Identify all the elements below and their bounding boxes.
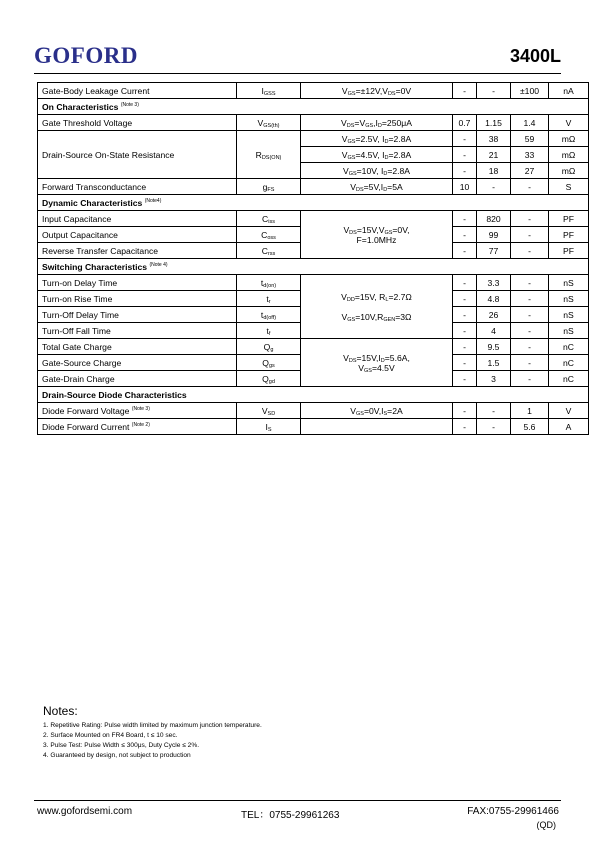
cell-parameter: Diode Forward Voltage $^{(Note 3)}$ [38, 403, 237, 419]
cell-typ: 820 [477, 211, 511, 227]
cell-min: - [453, 163, 477, 179]
cell-condition: $V_{GS}=0V,I_S=2A$ [301, 403, 453, 419]
cell-max: - [511, 211, 549, 227]
cell-unit: nS [549, 291, 589, 307]
cell-min: - [453, 419, 477, 435]
table-row [38, 259, 589, 275]
cell-symbol: $C_{oss}$ [237, 227, 301, 243]
cell-parameter: Drain-Source On-State Resistance [38, 131, 237, 179]
cell-unit: nS [549, 275, 589, 291]
cell-typ: 3.3 [477, 275, 511, 291]
cell-symbol: $I_{GSS}$ [237, 83, 301, 99]
cell-typ: - [477, 179, 511, 195]
cell-min: - [453, 291, 477, 307]
notes-title: Notes: [43, 704, 78, 718]
cell-condition: $V_{GS}=4.5V$, $I_D=2.8A$ [301, 147, 453, 163]
cell-typ: 26 [477, 307, 511, 323]
cell-parameter: Gate-Body Leakage Current [38, 83, 237, 99]
cell-symbol: $t_{d(on)}$ [237, 275, 301, 291]
part-number: 3400L [509, 46, 561, 66]
cell-max: - [511, 307, 549, 323]
table-row [38, 403, 589, 419]
cell-condition: $V_{GS}=10V$, $I_D=2.8A$ [301, 163, 453, 179]
cell-max: 59 [511, 131, 549, 147]
cell-unit: nC [549, 355, 589, 371]
table-row [38, 115, 589, 131]
cell-unit: A [549, 419, 589, 435]
cell-unit: PF [549, 243, 589, 259]
cell-max: ±100 [511, 83, 549, 99]
cell-parameter: Total Gate Charge [38, 339, 237, 355]
cell-parameter: Reverse Transfer Capacitance [38, 243, 237, 259]
spec-table [37, 82, 589, 435]
table-row [38, 179, 589, 195]
cell-symbol: $V_{SD}$ [237, 403, 301, 419]
cell-max: - [511, 275, 549, 291]
cell-symbol: $V_{GS(th)}$ [237, 115, 301, 131]
cell-typ: 21 [477, 147, 511, 163]
cell-min: - [453, 403, 477, 419]
cell-symbol: $R_{DS(ON)}$ [237, 131, 301, 179]
note-item: 2. Surface Mounted on FR4 Board, t ≤ 10 sec. [43, 732, 178, 739]
cell-symbol: $Q_g$ [237, 339, 301, 355]
table-row [38, 419, 589, 435]
footer-tel: TEL：0755-29961263 [241, 810, 340, 821]
cell-typ: 18 [477, 163, 511, 179]
cell-symbol: $C_{iss}$ [237, 211, 301, 227]
cell-symbol: $t_r$ [237, 291, 301, 307]
cell-typ: 4 [477, 323, 511, 339]
cell-symbol: $g_{FS}$ [237, 179, 301, 195]
cell-max: 1 [511, 403, 549, 419]
cell-max: 5.6 [511, 419, 549, 435]
cell-symbol: $t_{d(off)}$ [237, 307, 301, 323]
cell-typ: 38 [477, 131, 511, 147]
cell-min: - [453, 323, 477, 339]
cell-symbol: $C_{rss}$ [237, 243, 301, 259]
notes-section [43, 704, 553, 761]
cell-min: - [453, 275, 477, 291]
cell-max: - [511, 227, 549, 243]
cell-typ: - [477, 419, 511, 435]
cell-symbol: $I_S$ [237, 419, 301, 435]
cell-condition: $V_{DD}=15V$, $R_L=2.7\Omega$ $V_{GS}=10V,R_{GEN}=3\Omega$ [301, 275, 453, 339]
cell-unit: nA [549, 83, 589, 99]
cell-condition [301, 419, 453, 435]
cell-typ: 77 [477, 243, 511, 259]
cell-typ: - [477, 403, 511, 419]
cell-typ: 1.5 [477, 355, 511, 371]
cell-unit: nS [549, 307, 589, 323]
notes-list [43, 721, 553, 761]
section-header: Switching Characteristics $^{(Note 4)}$ [38, 259, 589, 275]
cell-typ: 4.8 [477, 291, 511, 307]
section-header: Drain-Source Diode Characteristics [38, 387, 589, 403]
note-item: 3. Pulse Test: Pulse Width ≤ 300μs, Duty Cycle ≤ 2%. [43, 742, 200, 749]
footer-fax: FAX:0755-29961466 [467, 806, 559, 817]
table-row [38, 195, 589, 211]
cell-parameter: Turn-Off Delay Time [38, 307, 237, 323]
table-row [38, 99, 589, 115]
cell-unit: nS [549, 323, 589, 339]
cell-unit: nC [549, 371, 589, 387]
section-header: On Characteristics $^{(Note 3)}$ [38, 99, 589, 115]
cell-condition: $V_{DS}=V_{GS},I_D=250\mu A$ [301, 115, 453, 131]
cell-max: - [511, 243, 549, 259]
cell-unit: PF [549, 211, 589, 227]
cell-condition: $V_{GS}=\pm 12V,V_{DS}=0V$ [301, 83, 453, 99]
cell-unit: V [549, 115, 589, 131]
cell-max: - [511, 323, 549, 339]
cell-min: - [453, 355, 477, 371]
cell-unit: mΩ [549, 147, 589, 163]
cell-condition: $V_{DS}=5V,I_D=5A$ [301, 179, 453, 195]
footer-website: www.gofordsemi.com [37, 806, 133, 817]
cell-max: - [511, 371, 549, 387]
cell-parameter: Output Capacitance [38, 227, 237, 243]
note-item: 4. Guaranteed by design, not subject to production [43, 752, 191, 759]
cell-min: - [453, 147, 477, 163]
brand-logo: GOFORD [34, 43, 138, 68]
cell-unit: mΩ [549, 131, 589, 147]
header-rule [34, 73, 561, 74]
footer-code: (QD) [536, 820, 556, 830]
cell-unit: S [549, 179, 589, 195]
cell-max: 1.4 [511, 115, 549, 131]
cell-parameter: Input Capacitance [38, 211, 237, 227]
cell-max: 33 [511, 147, 549, 163]
cell-max: - [511, 179, 549, 195]
cell-parameter: Gate Threshold Voltage [38, 115, 237, 131]
cell-symbol: $t_f$ [237, 323, 301, 339]
footer-rule [34, 800, 561, 801]
cell-symbol: $Q_{gd}$ [237, 371, 301, 387]
cell-parameter: Diode Forward Current $^{(Note 2)}$ [38, 419, 237, 435]
table-row [38, 83, 589, 99]
cell-max: - [511, 291, 549, 307]
cell-max: - [511, 339, 549, 355]
cell-unit: PF [549, 227, 589, 243]
cell-min: 10 [453, 179, 477, 195]
cell-unit: V [549, 403, 589, 419]
cell-min: - [453, 211, 477, 227]
table-row [38, 387, 589, 403]
cell-min: 0.7 [453, 115, 477, 131]
cell-typ: 3 [477, 371, 511, 387]
cell-max: - [511, 355, 549, 371]
cell-unit: nC [549, 339, 589, 355]
cell-parameter: Gate-Drain Charge [38, 371, 237, 387]
cell-min: - [453, 227, 477, 243]
cell-parameter: Turn-on Delay Time [38, 275, 237, 291]
table-row [38, 211, 589, 227]
cell-symbol: $Q_{gs}$ [237, 355, 301, 371]
cell-parameter: Turn-Off Fall Time [38, 323, 237, 339]
cell-min: - [453, 307, 477, 323]
note-item: 1. Repetitive Rating: Pulse width limited by maximum junction temperature. [43, 722, 262, 729]
cell-min: - [453, 371, 477, 387]
cell-min: - [453, 339, 477, 355]
cell-unit: mΩ [549, 163, 589, 179]
cell-min: - [453, 243, 477, 259]
page-header [34, 43, 561, 73]
cell-parameter: Forward Transconductance [38, 179, 237, 195]
cell-condition: $V_{DS}=15V,V_{GS}=0V$, F=1.0MHz [301, 211, 453, 259]
table-row [38, 131, 589, 147]
table-row [38, 275, 589, 291]
cell-parameter: Gate-Source Charge [38, 355, 237, 371]
cell-typ: 1.15 [477, 115, 511, 131]
cell-min: - [453, 131, 477, 147]
cell-condition: $V_{GS}=2.5V$, $I_D=2.8A$ [301, 131, 453, 147]
cell-max: 27 [511, 163, 549, 179]
cell-parameter: Turn-on Rise Time [38, 291, 237, 307]
table-row [38, 339, 589, 355]
section-header: Dynamic Characteristics $^{(Note4)}$ [38, 195, 589, 211]
cell-min: - [453, 83, 477, 99]
cell-typ: 9.5 [477, 339, 511, 355]
cell-typ: 99 [477, 227, 511, 243]
cell-typ: - [477, 83, 511, 99]
cell-condition: $V_{DS}=15V,I_D=5.6A$, $V_{GS}=4.5V$ [301, 339, 453, 387]
